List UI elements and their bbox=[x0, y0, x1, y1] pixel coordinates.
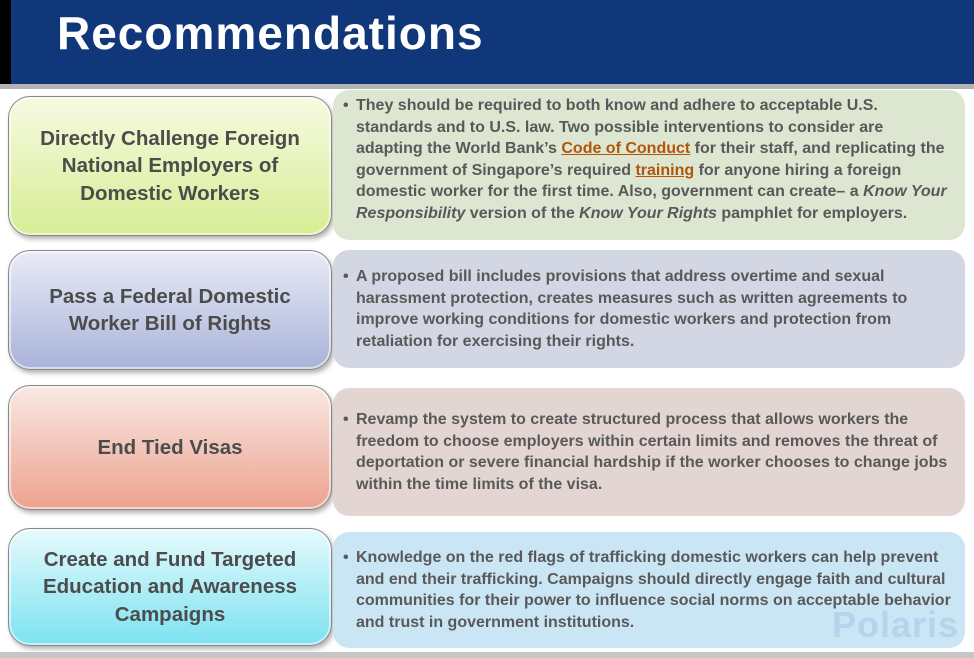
text-run: for anyone hiring a foreign domestic worker for the first time. Also, government can create– a bbox=[356, 161, 902, 200]
recommendation-box-1 bbox=[8, 96, 332, 236]
hyperlink[interactable]: Code of Conduct bbox=[561, 140, 691, 157]
page-title: Recommendations bbox=[57, 7, 484, 59]
bullet-glyph: • bbox=[343, 411, 349, 428]
bullet-row bbox=[343, 95, 951, 224]
watermark: Polaris bbox=[831, 604, 959, 645]
text-run: pamphlet for employers. bbox=[716, 204, 908, 222]
detail-panel-4 bbox=[333, 532, 965, 648]
detail-panel-1 bbox=[333, 90, 965, 240]
bullet-row bbox=[343, 266, 951, 352]
bullet-glyph: • bbox=[343, 549, 349, 566]
bullet-row bbox=[343, 409, 951, 495]
body-text bbox=[356, 409, 951, 495]
header-separator bbox=[0, 84, 974, 89]
box-heading: Pass a Federal Domestic Worker Bill of Rights bbox=[49, 284, 291, 335]
body-text bbox=[356, 266, 951, 352]
bullet-glyph: • bbox=[343, 97, 349, 114]
text-run: Know Your Rights bbox=[579, 204, 717, 222]
text-run: version of the bbox=[465, 204, 580, 222]
text-run: Knowledge on the red flags of trafficking domestic workers can help prevent and end their trafficking. Campaigns should directly engage faith and cultural communities for their power to influence social norms on acceptable behavior and trust in government institutions. bbox=[356, 549, 951, 631]
text-run: They should be required to both know and adhere to acceptable U.S. standards and to U.S. law. Two possible interventions to consider are adapting the World Bank’s bbox=[356, 97, 884, 157]
box-heading: Directly Challenge Foreign National Employers of Domestic Workers bbox=[40, 126, 300, 205]
body-text bbox=[356, 95, 951, 224]
text-run: Revamp the system to create structured process that allows workers the freedom to choose employers within certain limits and removes the threat of deportation or severe financial hardship if the worker chooses to change jobs within the time limits of the visa. bbox=[356, 411, 948, 493]
bullet-glyph: • bbox=[343, 268, 349, 285]
recommendation-box-2 bbox=[8, 250, 332, 370]
bullet-row bbox=[343, 547, 951, 633]
hyperlink[interactable]: training bbox=[635, 161, 695, 179]
recommendation-box-4 bbox=[8, 528, 332, 646]
footer-strip bbox=[0, 652, 974, 658]
detail-panel-2 bbox=[333, 250, 965, 368]
body-text bbox=[356, 547, 951, 633]
text-run: Know Your Responsibility bbox=[356, 183, 947, 222]
box-heading: End Tied Visas bbox=[97, 435, 243, 459]
recommendation-box-3 bbox=[8, 385, 332, 510]
text-run: A proposed bill includes provisions that address overtime and sexual harassment protection, creates measures such as written agreements to improve working conditions for domestic workers and protection from retaliation for exercising their rights. bbox=[356, 268, 908, 350]
detail-panel-3 bbox=[333, 388, 965, 516]
header-left-tab bbox=[0, 0, 11, 84]
text-run: for their staff, and replicating the government of Singapore’s required bbox=[356, 140, 945, 179]
header-bar bbox=[11, 0, 974, 84]
box-heading: Create and Fund Targeted Education and Awareness Campaigns bbox=[42, 547, 298, 626]
